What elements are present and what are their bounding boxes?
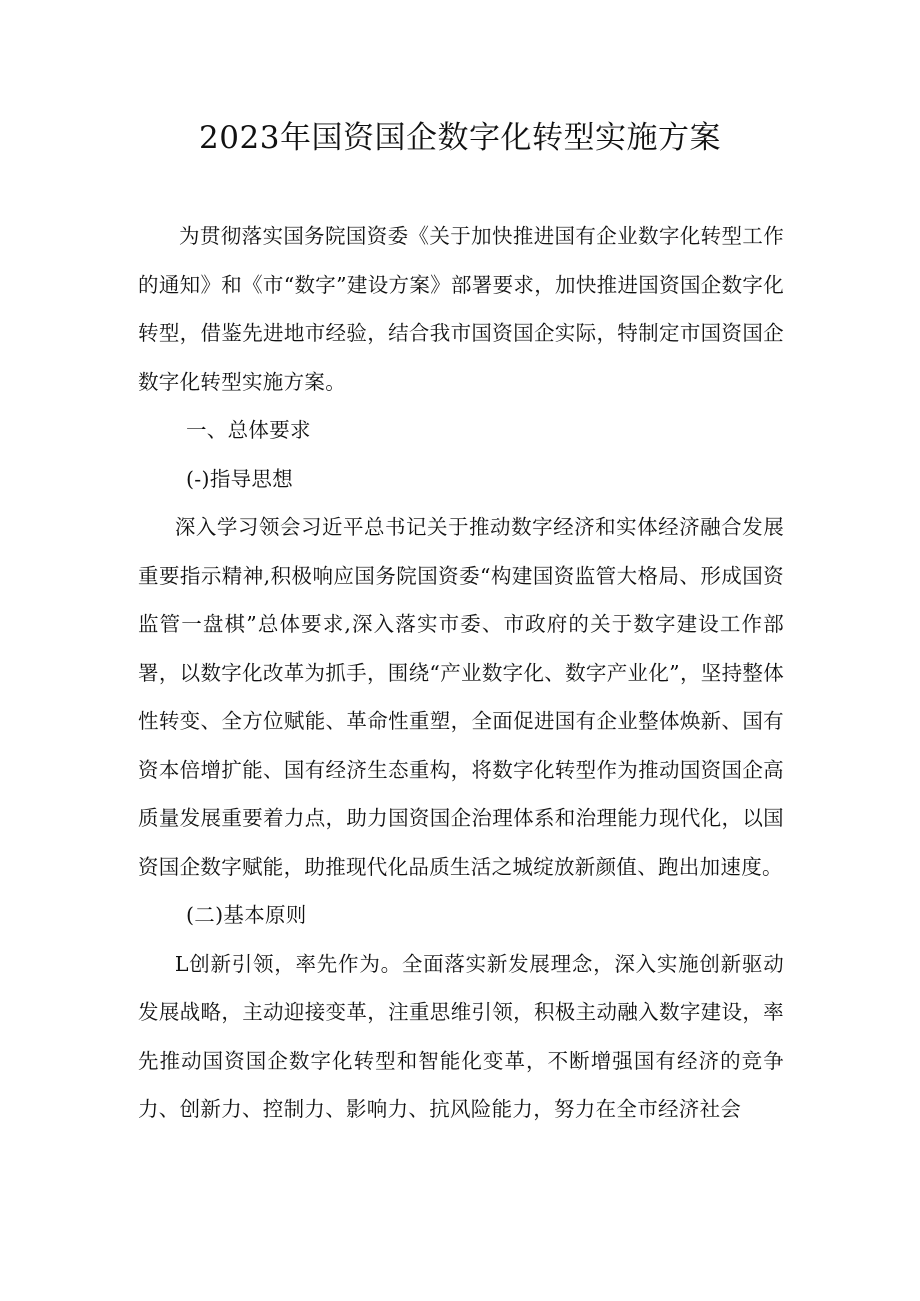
guiding-ideology-paragraph: 深入学习领会习近平总书记关于推动数字经济和实体经济融合发展重要指示精神,积极响应国务院国资委“构建国资监管大格局、形成国资监管一盘棋”总体要求,深入落实市委、市政府的关于数字建设工作部署，以数字化改革为抓手，围绕“产业数字化、数字产业化”，坚持整体性转变、全方位赋能、革命性重塑，全面促进国有企业整体焕新、国有资本倍增扩能、国有经济生态重构，将数字化转型作为推动国资国企高质量发展重要着力点，助力国资国企治理体系和治理能力现代化，以国资国企数字赋能，助推现代化品质生活之城绽放新颜值、跑出加速度。 xyxy=(138,515,784,879)
subsection-heading-basic-principles: (二)基本原则 xyxy=(186,903,307,927)
intro-paragraph: 为贯彻落实国务院国资委《关于加快推进国有企业数字化转型工作的通知》和《市“数字”建设方案》部署要求，加快推进国资国企数字化转型，借鉴先进地市经验，结合我市国资国企实际，特制定市国资国企数字化转型实施方案。 xyxy=(138,224,784,394)
document-title: 2023年国资国企数字化转型实施方案 xyxy=(199,120,721,156)
subsection-heading-guiding-ideology: (-)指导思想 xyxy=(186,466,294,491)
section-heading-overall-requirements: 一、总体要求 xyxy=(186,418,311,442)
principle-innovation-paragraph: L创新引领，率先作为。全面落实新发展理念，深入实施创新驱动发展战略，主动迎接变革，注重思维引领，积极主动融入数字建设，率先推动国资国企数字化转型和智能化变革，不断增强国有经济的竞争力、创新力、控制力、影响力、抗风险能力，努力在全市经济社会 xyxy=(138,951,784,1121)
document-body xyxy=(138,212,784,1134)
